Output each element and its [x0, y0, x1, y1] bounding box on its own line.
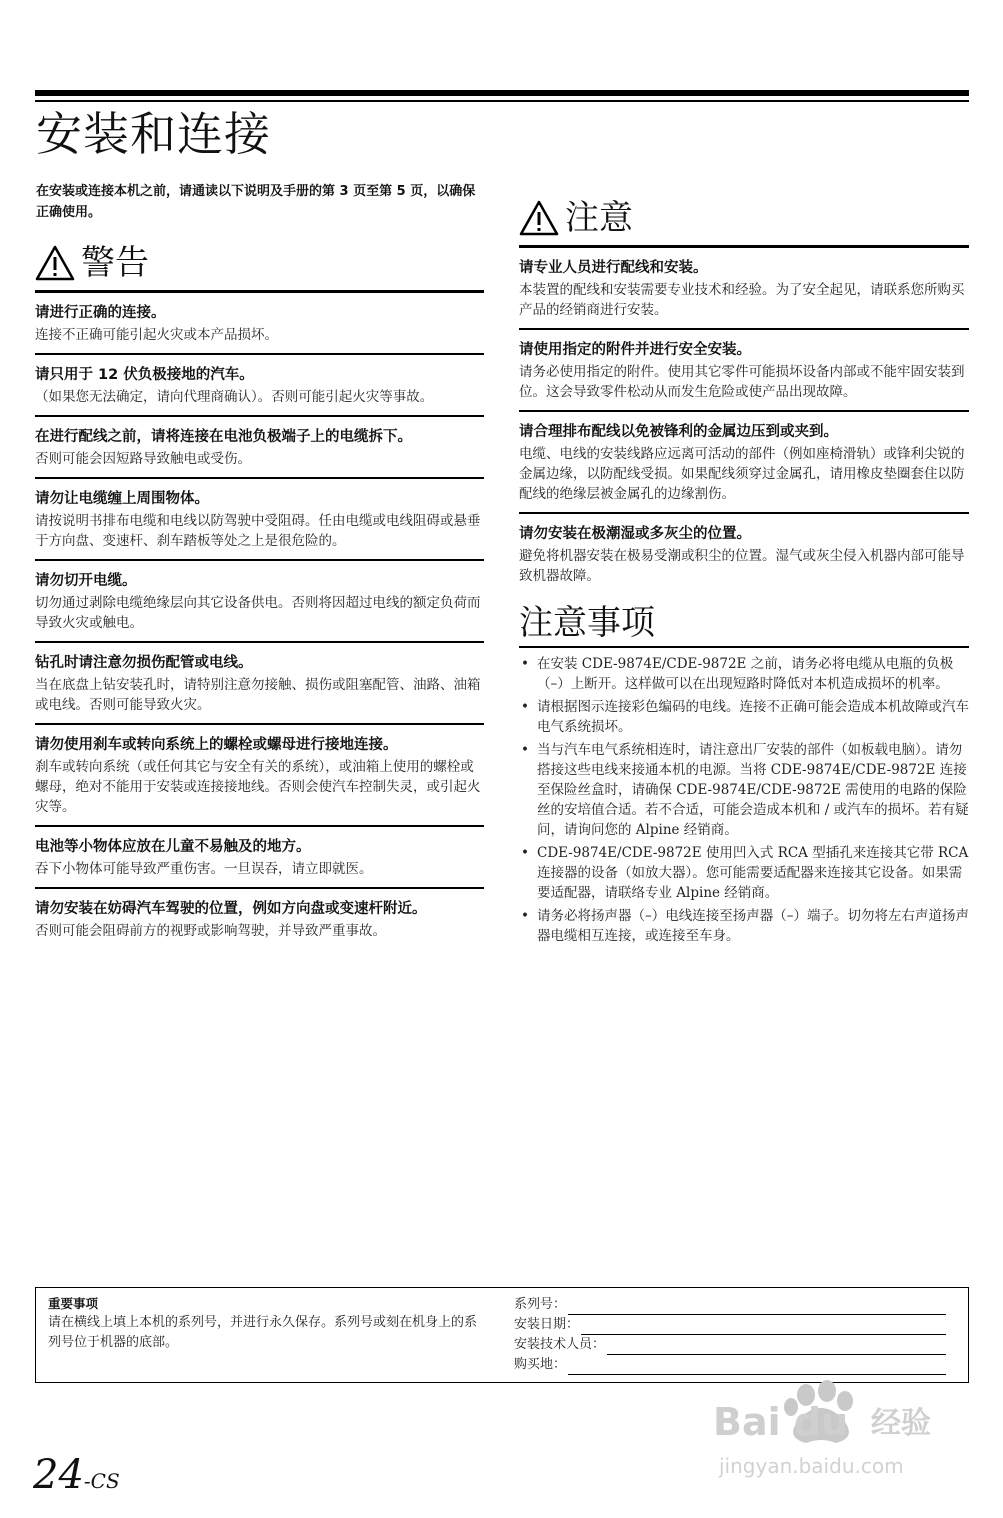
warning-item-body: 请按说明书排布电缆和电线以防驾驶中受阻碍。任由电缆或电线阻碍或悬垂于方向盘、变速杆、刹车踏板等处之上是很危险的。 [35, 513, 481, 549]
warning-item-body: 连接不正确可能引起火灾或本产品损坏。 [35, 327, 278, 343]
purchase-place-field [514, 1355, 946, 1375]
page-number [33, 1452, 120, 1498]
page-number-value: 24 [33, 1452, 84, 1498]
note-text: 在安装 CDE-9874E/CDE-9872E 之前，请务必将电缆从电瓶的负极（–）上断开。这样做可以在出现短路时降低对本机造成损坏的机率。 [537, 656, 954, 692]
warning-item-title: 钻孔时请注意勿损伤配管或电线。 [35, 655, 253, 671]
warning-section [35, 238, 484, 949]
warning-item [35, 641, 484, 723]
fill-line [607, 1340, 946, 1355]
warning-item [35, 559, 484, 641]
caution-item-title: 请勿安装在极潮湿或多灰尘的位置。 [519, 526, 751, 542]
watermark-url-text: jingyan.baidu.com [719, 1454, 904, 1478]
important-title: 重要事项 [48, 1296, 99, 1311]
record-fields [514, 1295, 946, 1375]
watermark-brand-text: Bai du [713, 1400, 849, 1444]
important-info-box [35, 1287, 969, 1383]
caution-item-body: 避免将机器安装在极易受潮或积尘的位置。湿气或灰尘侵入机器内部可能导致机器故障。 [519, 548, 965, 584]
warning-item-title: 请勿安装在妨碍汽车驾驶的位置，例如方向盘或变速杆附近。 [35, 901, 427, 917]
watermark-jingyan-text: 经验 [871, 1406, 931, 1441]
baidu-watermark-logo [711, 1373, 961, 1483]
warning-item-body: 否则可能会因短路导致触电或受伤。 [35, 451, 251, 467]
notes-list [519, 654, 969, 946]
install-date-field [514, 1315, 946, 1335]
warning-header [35, 238, 484, 288]
caution-item-title: 请合理排布配线以免被锋利的金属边压到或夹到。 [519, 424, 838, 440]
caution-triangle-icon [519, 200, 559, 236]
list-item [519, 697, 969, 737]
caution-item-body: 电缆、电线的安装线路应远离可活动的部件（例如座椅滑轨）或锋利尖锐的金属边缘，以防配线受损。如果配线须穿过金属孔，请用橡皮垫圈套住以防配线的绝缘层被金属孔的边缘割伤。 [519, 446, 965, 502]
warning-item-body: 当在底盘上钻安装孔时，请特别注意勿接触、损伤或阻塞配管、油路、油箱或电线。否则可能导致火灾。 [35, 677, 481, 713]
note-text: 请务必将扬声器（–）电线连接至扬声器（–）端子。切勿将左右声道扬声器电缆相互连接，或连接至车身。 [537, 908, 969, 944]
warning-item-body: 切勿通过剥除电缆绝缘层向其它设备供电。否则将因超过电线的额定负荷而导致火灾或触电。 [35, 595, 481, 631]
field-label: 系列号： [514, 1297, 567, 1312]
note-text: 当与汽车电气系统相连时，请注意出厂安装的部件（如板载电脑）。请勿搭接这些电线来接通本机的电源。当将 CDE-9874E/CDE-9872E 连接至保险丝盒时，请确保 CDE-9874E/CDE-9872E 需使用的电路的保险丝的安培值合适。若不合适，可能会造成本机和 / 或汽车的损坏。若有疑问，请询问您的 Alpine 经销商。 [537, 742, 969, 838]
caution-item [519, 410, 969, 512]
warning-item-title: 请只用于 12 伏负极接地的汽车。 [35, 367, 254, 383]
warning-item [35, 887, 484, 949]
caution-item [519, 512, 969, 594]
caution-section [519, 193, 969, 949]
warning-triangle-icon [35, 245, 75, 281]
caution-header [519, 193, 969, 243]
warning-item [35, 825, 484, 887]
warning-item-body: （如果您无法确定，请向代理商确认）。否则可能引起火灾等事故。 [35, 389, 434, 405]
caution-item-title: 请使用指定的附件并进行安全安装。 [519, 342, 751, 358]
warning-item-title: 在进行配线之前，请将连接在电池负极端子上的电缆拆下。 [35, 429, 412, 445]
warning-item-title: 请勿让电缆缠上周围物体。 [35, 491, 209, 507]
top-rule-thin [35, 100, 969, 102]
warning-item-title: 请进行正确的连接。 [35, 305, 166, 321]
bullet-icon: • [521, 742, 529, 758]
top-rule [35, 90, 969, 96]
warning-item-title: 电池等小物体应放在儿童不易触及的地方。 [35, 839, 311, 855]
field-label: 安装日期： [514, 1317, 580, 1332]
warning-item [35, 723, 484, 825]
note-text: CDE-9874E/CDE-9872E 使用凹入式 RCA 型插孔来连接其它带 RCA 连接器的设备（如放大器）。您可能需要适配器来连接其它设备。如果需要适配器，请联络专业 Alpine 经销商。 [537, 845, 969, 901]
warning-item-body: 吞下小物体可能导致严重伤害。一旦误吞，请立即就医。 [35, 861, 373, 877]
bullet-icon: • [521, 656, 529, 672]
notes-heading: 注意事项 [519, 603, 655, 643]
warning-item-body: 刹车或转向系统（或任何其它与安全有关的系统），或油箱上使用的螺栓或螺母，绝对不能用于安装或连接接地线。否则会使汽车控制失灵，或引起火灾等。 [35, 759, 481, 815]
list-item [519, 843, 969, 903]
warning-item [35, 293, 484, 353]
caution-item-title: 请专业人员进行配线和安装。 [519, 260, 708, 276]
serial-number-field [514, 1295, 946, 1315]
caution-heading: 注意 [565, 198, 633, 238]
caution-item [519, 248, 969, 328]
page-title: 安装和连接 [36, 107, 271, 161]
warning-item [35, 353, 484, 415]
installer-field [514, 1335, 946, 1355]
bullet-icon: • [521, 908, 529, 924]
warning-item-title: 请勿使用刹车或转向系统上的螺栓或螺母进行接地连接。 [35, 737, 398, 753]
intro-text: 在安装或连接本机之前，请通读以下说明及手册的第 3 页至第 5 页，以确保正确使用。 [36, 184, 476, 220]
warning-item-body: 否则可能会阻碍前方的视野或影响驾驶，并导致严重事故。 [35, 923, 386, 939]
bullet-icon: • [521, 699, 529, 715]
field-label: 安装技术人员： [514, 1337, 606, 1352]
fill-line [568, 1300, 946, 1315]
warning-item [35, 477, 484, 559]
field-label: 购买地： [514, 1357, 567, 1372]
bullet-icon: • [521, 845, 529, 861]
list-item [519, 654, 969, 694]
warning-item [35, 415, 484, 477]
notes-rule [519, 646, 969, 648]
list-item [519, 740, 969, 840]
caution-item-body: 请务必使用指定的附件。使用其它零件可能损坏设备内部或不能牢固安装到位。这会导致零件松动从而发生危险或使产品出现故障。 [519, 364, 965, 400]
note-text: 请根据图示连接彩色编码的电线。连接不正确可能会造成本机故障或汽车电气系统损坏。 [537, 699, 969, 735]
caution-item [519, 328, 969, 410]
page-number-suffix: -CS [83, 1469, 120, 1493]
important-info [48, 1295, 488, 1353]
caution-item-body: 本装置的配线和安装需要专业技术和经验。为了安全起见，请联系您所购买产品的经销商进行安装。 [519, 282, 965, 318]
important-text: 请在横线上填上本机的系列号，并进行永久保存。系列号或刻在机身上的系列号位于机器的底部。 [48, 1315, 478, 1350]
fill-line [581, 1320, 946, 1335]
list-item [519, 906, 969, 946]
warning-item-title: 请勿切开电缆。 [35, 573, 137, 589]
warning-heading: 警告 [81, 243, 149, 283]
